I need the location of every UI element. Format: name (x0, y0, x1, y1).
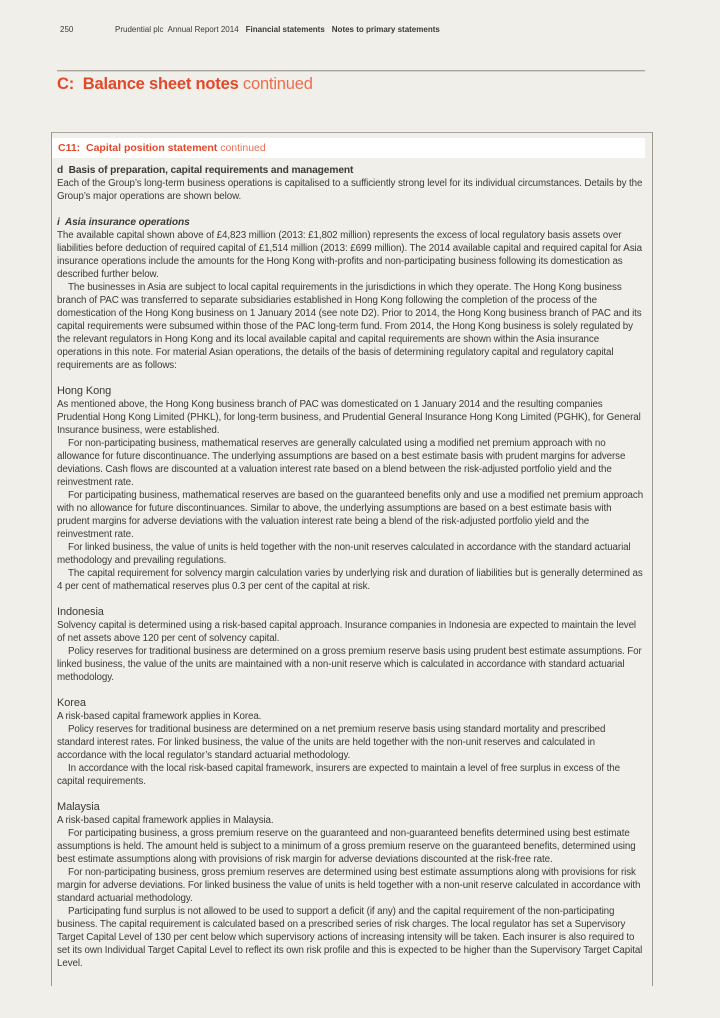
note-body (57, 164, 645, 970)
paragraph: For non-participating business, gross premium reserves are determined using best estimate assumptions along with provisions for risk margin for adverse deviations. For linked business the value of units is held together with a non-unit reserve calculated in accordance with standard actuarial methodology. (57, 867, 641, 904)
paragraph: In accordance with the local risk-based capital framework, insurers are expected to maintain a level of free surplus in excess of the capital requirements. (57, 763, 620, 787)
section-heading: Korea (57, 697, 86, 709)
note-banner (52, 138, 645, 158)
page-header (60, 25, 690, 34)
page-number: 250 (60, 25, 74, 34)
paragraph: A risk-based capital framework applies in Korea. (57, 711, 262, 722)
report-title: Prudential plc Annual Report 2014 (115, 25, 239, 34)
paragraph: Policy reserves for traditional business are determined on a net premium reserve basis using standard mortality and prescribed standard interest rates. For linked business, the value of the units are held together with the non-unit reserves and calculated in accordance with the local regulator’s standard actuarial methodology. (57, 724, 606, 761)
note-banner-continued: continued (217, 142, 266, 154)
paragraph: The businesses in Asia are subject to local capital requirements in the jurisdictions in which they operate. The Hong Kong business branch of PAC was transferred to separate subsidiaries established in Hong Kong following the completion of the process of the domestication of the Hong Kong business on 1 January 2014 (see note D2). Prior to 2014, the Hong Kong business branch of PAC and its capital requirements were subsumed within those of the PAC long-term fund. From 2014, the Hong Kong business is solely regulated by the relevant regulators in Hong Kong and its local available capital and capital requirements are shown within the Asia insurance operations in this note. For material Asian operations, the details of the basis of determining regulatory capital and regulatory capital requirements are as follows: (57, 282, 642, 371)
paragraph: A risk-based capital framework applies in Malaysia. (57, 815, 274, 826)
breadcrumb-section: Financial statements (245, 25, 325, 34)
note-banner-main: C11: Capital position statement (58, 142, 218, 154)
chapter-title (57, 75, 313, 94)
note-right-border (652, 132, 653, 986)
paragraph: As mentioned above, the Hong Kong business branch of PAC was domesticated on 1 January 2014 and the resulting companies Prudential Hong Kong Limited (PHKL), for long-term business, and Prudential General Insurance Hong Kong Limited (PGHK), for General Insurance business, were established. (57, 399, 641, 436)
paragraph: Policy reserves for traditional business are determined on a gross premium reserve basis using prudent best estimate assumptions. For linked business, the value of the units are maintained with a non-unit reserve which is calculated in accordance with standard actuarial methodology. (57, 646, 642, 683)
note-top-rule (51, 132, 652, 133)
paragraph: The capital requirement for solvency margin calculation varies by underlying risk and duration of liabilities but is generally determined as 4 per cent of mathematical reserves plus 0.3 per cent of the capital at risk. (57, 568, 643, 592)
header-divider-rule (57, 70, 645, 71)
section-heading: Hong Kong (57, 385, 112, 397)
paragraph: For non-participating business, mathematical reserves are generally calculated using a modified net premium approach with no allowance for future discontinuance. The underlying assumptions are based on a best estimate basis with prudent margins for adverse deviations. Cash flows are discounted at a valuation interest rate based on a blend between the risk-adjusted portfolio yield and the reinvestment rate. (57, 438, 626, 488)
paragraph: Each of the Group’s long-term business operations is capitalised to a sufficiently strong level for its individual circumstances. Details by the Group’s major operations are shown below. (57, 178, 643, 202)
paragraph: Solvency capital is determined using a risk-based capital approach. Insurance companies in Indonesia are expected to maintain the level of net assets above 120 per cent of solvency capital. (57, 620, 637, 644)
paragraph: For linked business, the value of units is held together with the non-unit reserves calculated in accordance with the standard actuarial methodology and prevailing regulations. (57, 542, 631, 566)
section-heading: Indonesia (57, 606, 104, 618)
paragraph: The available capital shown above of £4,823 million (2013: £1,802 million) represents the excess of local regulatory basis assets over liabilities before deduction of required capital of £1,514 million (2013: £699 million). The 2014 available capital and required capital for Asia insurance operations include the amounts for the Hong Kong with-profits and non-participating business following its domestication as described further below. (57, 230, 642, 280)
paragraph: For participating business, a gross premium reserve on the guaranteed and non-guaranteed benefits determined using best estimate assumptions is held. The amount held is subject to a minimum of a gross premium reserve on the guaranteed benefits, determined using best estimate assumptions along with provisions of risk margin for adverse deviations discounted at the risk-free rate. (57, 828, 636, 865)
note-left-border (51, 132, 52, 986)
section-heading: d Basis of preparation, capital requirements and management (57, 165, 354, 176)
paragraph: Participating fund surplus is not allowed to be used to support a deficit (if any) and the capital requirement of the non-participating business. The capital requirement is calculated based on a prescribed series of risk charges. The local regulator has set a Supervisory Target Capital Level of 130 per cent below which supervisory actions of increasing intensity will be taken. Each insurer is also required to set its own Individual Target Capital Level to reflect its own risk profile and this is expected to be higher than the Supervisory Target Capital Level. (57, 906, 643, 969)
breadcrumb-subsection: Notes to primary statements (331, 25, 440, 34)
section-heading: i Asia insurance operations (57, 217, 190, 228)
chapter-title-main: C: Balance sheet notes (57, 75, 239, 93)
chapter-title-continued: continued (238, 75, 313, 93)
paragraph: For participating business, mathematical reserves are based on the guaranteed benefits only and use a modified net premium approach with no allowance for future discontinuances. Similar to above, the underlying assumptions are based on a best estimate basis with prudent margins for adverse deviations with the valuation interest rate being a blend of the risk-adjusted portfolio yield and the reinvestment rate. (57, 490, 644, 540)
section-heading: Malaysia (57, 801, 100, 813)
